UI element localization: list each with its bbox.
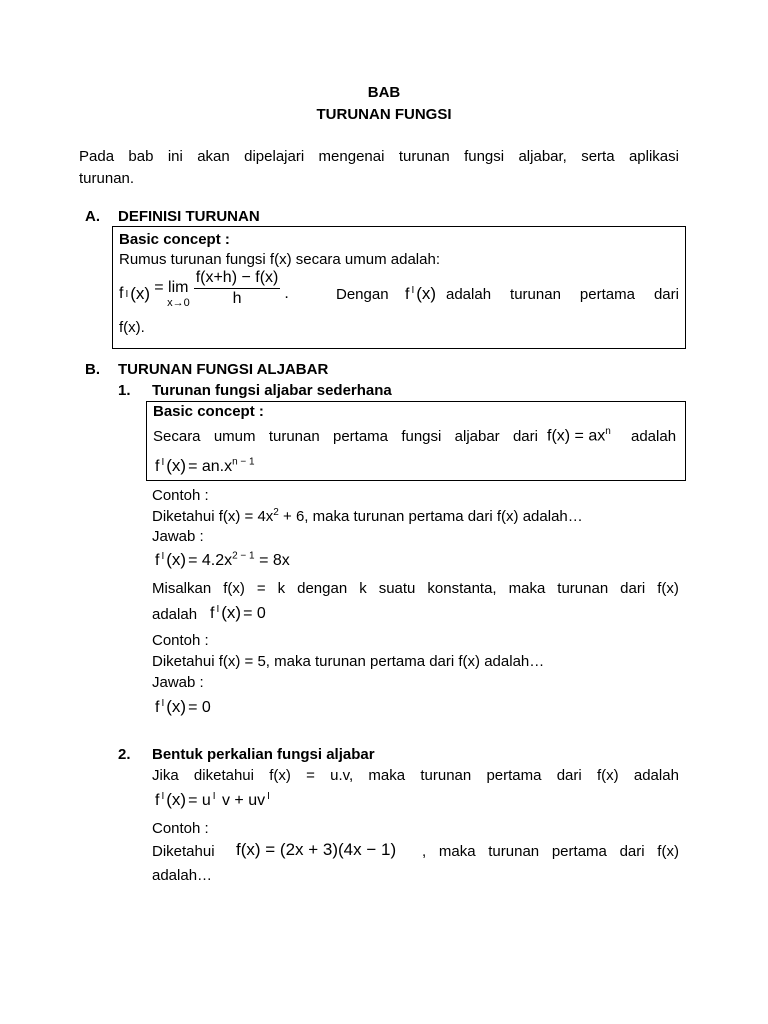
word: umum <box>213 428 256 445</box>
jawab-label-1: Jawab : <box>152 528 204 545</box>
example-2-question: Diketahui f(x) = 5, maka turunan pertama dari f(x) adalah… <box>152 653 545 670</box>
example-3-end: adalah… <box>152 867 213 884</box>
word: mengenai <box>318 148 385 165</box>
example-1-question <box>152 507 583 525</box>
word: f(x) <box>223 580 245 597</box>
word: bab <box>128 148 154 165</box>
word: fungsi <box>401 428 442 445</box>
example-3-function: f(x) = (2x + 3)(4x − 1) <box>236 840 397 859</box>
q1-part-a: Diketahui f(x) = 4x <box>152 508 274 525</box>
word: dengan <box>297 580 348 597</box>
section-b-letter: B. <box>85 361 100 378</box>
word: suatu <box>378 580 416 597</box>
word: dari <box>620 580 646 597</box>
word: , <box>422 843 427 860</box>
word: u.v, <box>330 767 354 784</box>
product-rhs-a: = u <box>188 792 211 809</box>
chapter-label: BAB <box>367 84 401 101</box>
product-rule-formula: f $^I$ (x) = u $^I$ v + uv $^I$ <box>155 790 270 809</box>
power-rule-end: adalah <box>631 428 677 445</box>
power-derivative-rhs: = an.x <box>188 458 233 475</box>
example-3-start: Diketahui <box>152 843 215 860</box>
word: turunan <box>398 148 450 165</box>
q1-exponent: 2 <box>273 507 279 518</box>
word: Jika <box>152 767 179 784</box>
exponent-n: n <box>605 426 611 437</box>
word: dari <box>653 286 679 303</box>
sub1-number: 1. <box>118 382 131 399</box>
word: Pada <box>79 148 115 165</box>
lim-operator <box>153 279 190 309</box>
product-rule-text <box>152 767 679 784</box>
word: maka <box>438 843 476 860</box>
intro-line-1 <box>79 148 679 165</box>
power-fx: f(x) = ax <box>547 427 606 445</box>
word: akan <box>197 148 230 165</box>
word: dari <box>512 428 538 445</box>
formula-x: (x) <box>130 284 151 303</box>
basic-concept-label-2: Basic concept : <box>153 403 264 420</box>
constant-rhs: = 0 <box>243 605 266 622</box>
word: dari <box>619 843 645 860</box>
word: diketahui <box>193 767 254 784</box>
word: konstanta, <box>427 580 497 597</box>
word: = <box>256 580 266 597</box>
word: turunan <box>488 843 540 860</box>
word: f(x) <box>596 767 619 784</box>
contoh-label-2: Contoh : <box>152 632 209 649</box>
power-function <box>547 426 611 445</box>
word: dari <box>556 767 582 784</box>
word: aljabar, <box>518 148 567 165</box>
fraction-denominator: h <box>232 289 242 307</box>
fraction-numerator: f(x+h) − f(x) <box>194 269 281 289</box>
word: serta <box>581 148 615 165</box>
word: pertama <box>551 843 607 860</box>
example-3-tail <box>422 843 679 860</box>
word: aljabar <box>454 428 500 445</box>
word: f(x) <box>269 767 291 784</box>
word: turunan <box>510 286 561 303</box>
word: turunan <box>557 580 609 597</box>
constant-derivative: f $^I$ (x) = 0 <box>210 603 266 622</box>
word: adalah <box>446 286 492 303</box>
ans2-rhs: = 0 <box>188 699 211 716</box>
section-a-letter: A. <box>85 208 100 225</box>
word: dipelajari <box>244 148 305 165</box>
word: f(x) <box>657 580 679 597</box>
word: k <box>277 580 286 597</box>
lim-text: = lim <box>154 279 189 296</box>
definition-end: f(x). <box>119 319 145 336</box>
power-rule-text <box>153 428 538 445</box>
constant-rule-adalah: adalah <box>152 606 198 623</box>
ans1-part-b: = 8x <box>254 552 290 569</box>
word: f(x) <box>657 843 679 860</box>
word: pertama <box>486 767 542 784</box>
word: Dengan <box>336 286 389 303</box>
word: maka <box>508 580 546 597</box>
word: k <box>359 580 367 597</box>
constant-rule-text <box>152 580 679 597</box>
word: adalah <box>633 767 679 784</box>
word: fungsi <box>464 148 505 165</box>
word: pertama <box>332 428 389 445</box>
word: Misalkan <box>152 580 212 597</box>
derivative-symbol: f $^I$ (x) <box>405 284 437 303</box>
sub1-heading: Turunan fungsi aljabar sederhana <box>152 382 392 399</box>
dengan-word <box>336 286 389 303</box>
word: ini <box>167 148 183 165</box>
word: aplikasi <box>628 148 679 165</box>
word: turunan <box>268 428 320 445</box>
limit-formula <box>119 268 289 316</box>
formula-f: f <box>119 285 124 302</box>
jawab-label-2: Jawab : <box>152 674 204 691</box>
q1-part-b: + 6, maka turunan pertama dari f(x) adalah… <box>278 508 583 525</box>
definition-tail <box>446 286 679 303</box>
definition-text: Rumus turunan fungsi f(x) secara umum adalah: <box>119 251 440 268</box>
word: maka <box>368 767 406 784</box>
section-b-heading: TURUNAN FUNGSI ALJABAR <box>118 361 329 378</box>
word: pertama <box>579 286 635 303</box>
product-rhs-b: v + uv <box>217 792 266 809</box>
word: = <box>306 767 315 784</box>
sub2-number: 2. <box>118 746 131 763</box>
contoh-label-1: Contoh : <box>152 487 209 504</box>
lim-subscript: x→0 <box>167 297 190 309</box>
section-a-heading: DEFINISI TURUNAN <box>118 208 260 225</box>
example-2-answer: f $^I$ (x) = 0 <box>155 697 211 716</box>
exponent-n-1: n − 1 <box>232 456 255 468</box>
contoh-label-3: Contoh : <box>152 820 209 837</box>
ans1-part-a: = 4.2x <box>188 552 233 569</box>
page-title: TURUNAN FUNGSI <box>316 106 452 123</box>
basic-concept-label: Basic concept : <box>119 231 230 248</box>
word: turunan <box>420 767 472 784</box>
power-derivative: f $^I$ $(x) = an.x^{n - 1}$ <box>155 456 255 475</box>
formula-dot: . <box>284 285 289 302</box>
sub2-heading: Bentuk perkalian fungsi aljabar <box>152 746 375 763</box>
difference-quotient <box>194 269 281 308</box>
intro-line-2: turunan. <box>79 170 135 187</box>
prime-mark: I <box>125 288 129 300</box>
word: Secara <box>153 428 201 445</box>
ans1-exponent: 2 − 1 <box>232 550 255 562</box>
example-1-answer: f $^I$ $(x) = 4.2x^{2 - 1} = 8x$ <box>155 550 290 569</box>
